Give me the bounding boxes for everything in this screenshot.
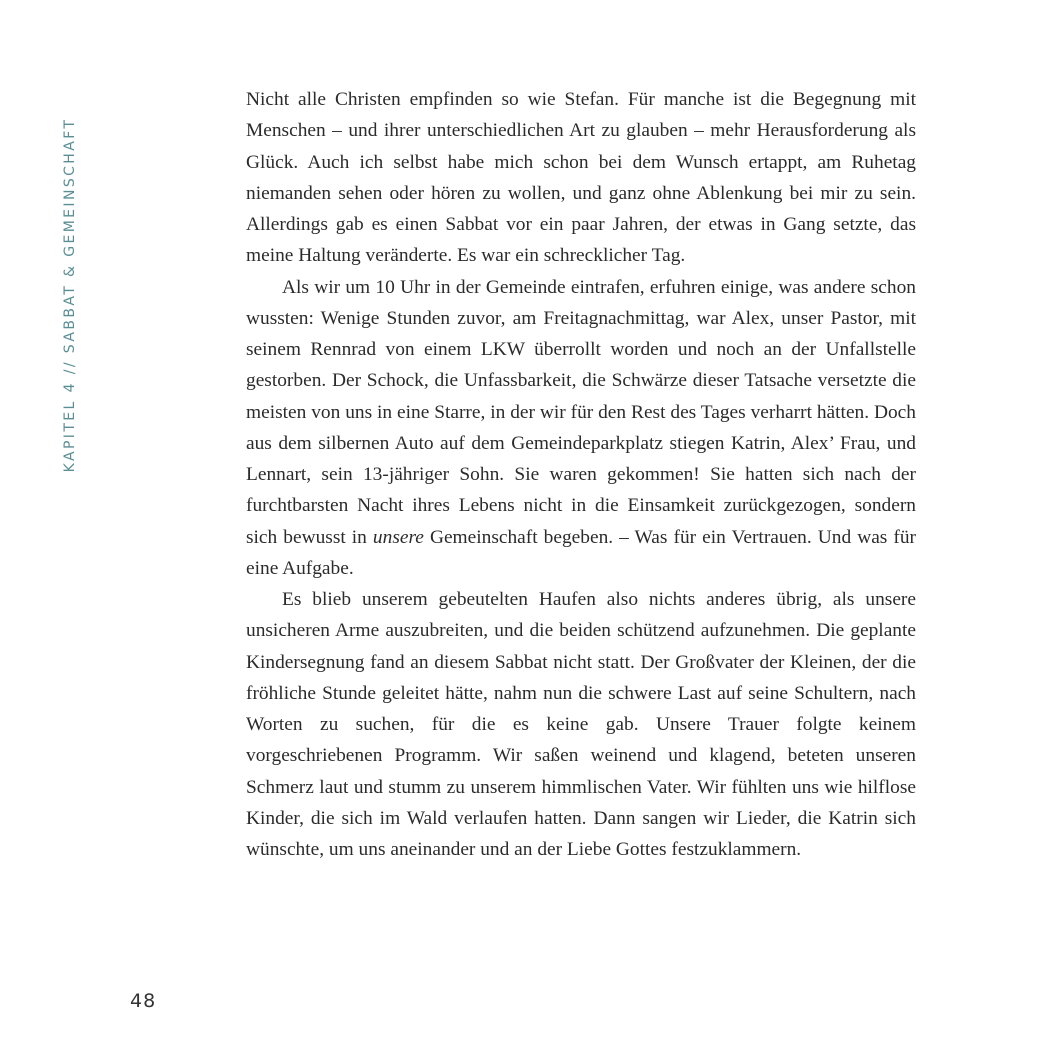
running-head: KAPITEL 4 // SABBAT & GEMEINSCHAFT — [62, 117, 78, 473]
paragraph-2 — [246, 272, 916, 585]
paragraph-2-emphasis: unsere — [372, 526, 424, 548]
main-text — [246, 84, 916, 865]
page-number: 48 — [130, 990, 157, 1012]
paragraph-3: Es blieb unserem gebeutelten Haufen also nichts anderes übrig, als unsere unsicheren Arme auszubreiten, und die beiden schützend aufzunehmen. Die geplante Kindersegnung fand an diesem Sabbat nicht statt. Der Großvater der Kleinen, der die fröhliche Stunde geleitet hätte, nahm nun die schwere Last auf seine Schultern, nach Worten zu suchen, für die es keine gab. Unsere Trauer folgte keinem vorgeschriebenen Programm. Wir saßen weinend und klagend, beteten unseren Schmerz laut und stumm zu unserem himmlischen Vater. Wir fühlten uns wie hilflose Kinder, die sich im Wald verlaufen hatten. Dann sangen wir Lieder, die Katrin sich wünschte, um uns aneinander und an der Liebe Gottes festzuklammern. — [246, 589, 916, 860]
paragraph-2-text-start: Als wir um 10 Uhr in der Gemeinde eintrafen, erfuhren einige, was andere schon wussten: Wenige Stunden zuvor, am Freitagnachmittag, war Alex, unser Pastor, mit seinem Rennrad von einem LKW überrollt worden und noch an der Unfallstelle gestorben. Der Schock, die Unfassbarkeit, die Schwärze dieser Tatsache versetzte die meisten von uns in eine Starre, in der wir für den Rest des Tages verharrt hätten. Doch aus dem silbernen Auto auf dem Gemeindeparkplatz stiegen Katrin, Alex’ Frau, und Lennart, sein 13-jähriger Sohn. Sie waren gekommen! Sie hatten sich nach der furchtbarsten Nacht ihres Lebens nicht in die Einsamkeit zurückgezogen, sondern sich bewusst in — [246, 276, 916, 548]
paragraph-2-text-end: Gemeinschaft begeben. – Was für ein Vertrauen. Und was für eine Aufgabe. — [246, 526, 917, 579]
paragraph-1: Nicht alle Christen empfinden so wie Stefan. Für manche ist die Begegnung mit Menschen – und ihrer unterschiedlichen Art zu glauben – mehr Herausforderung als Glück. Auch ich selbst habe mich schon bei dem Wunsch ertappt, am Ruhetag niemanden sehen oder hören zu wollen, und ganz ohne Ablenkung bei mir zu sein. Allerdings gab es einen Sabbat vor ein paar Jahren, der etwas in Gang setzte, das meine Haltung veränderte. Es war ein schrecklicher Tag. — [246, 89, 916, 267]
